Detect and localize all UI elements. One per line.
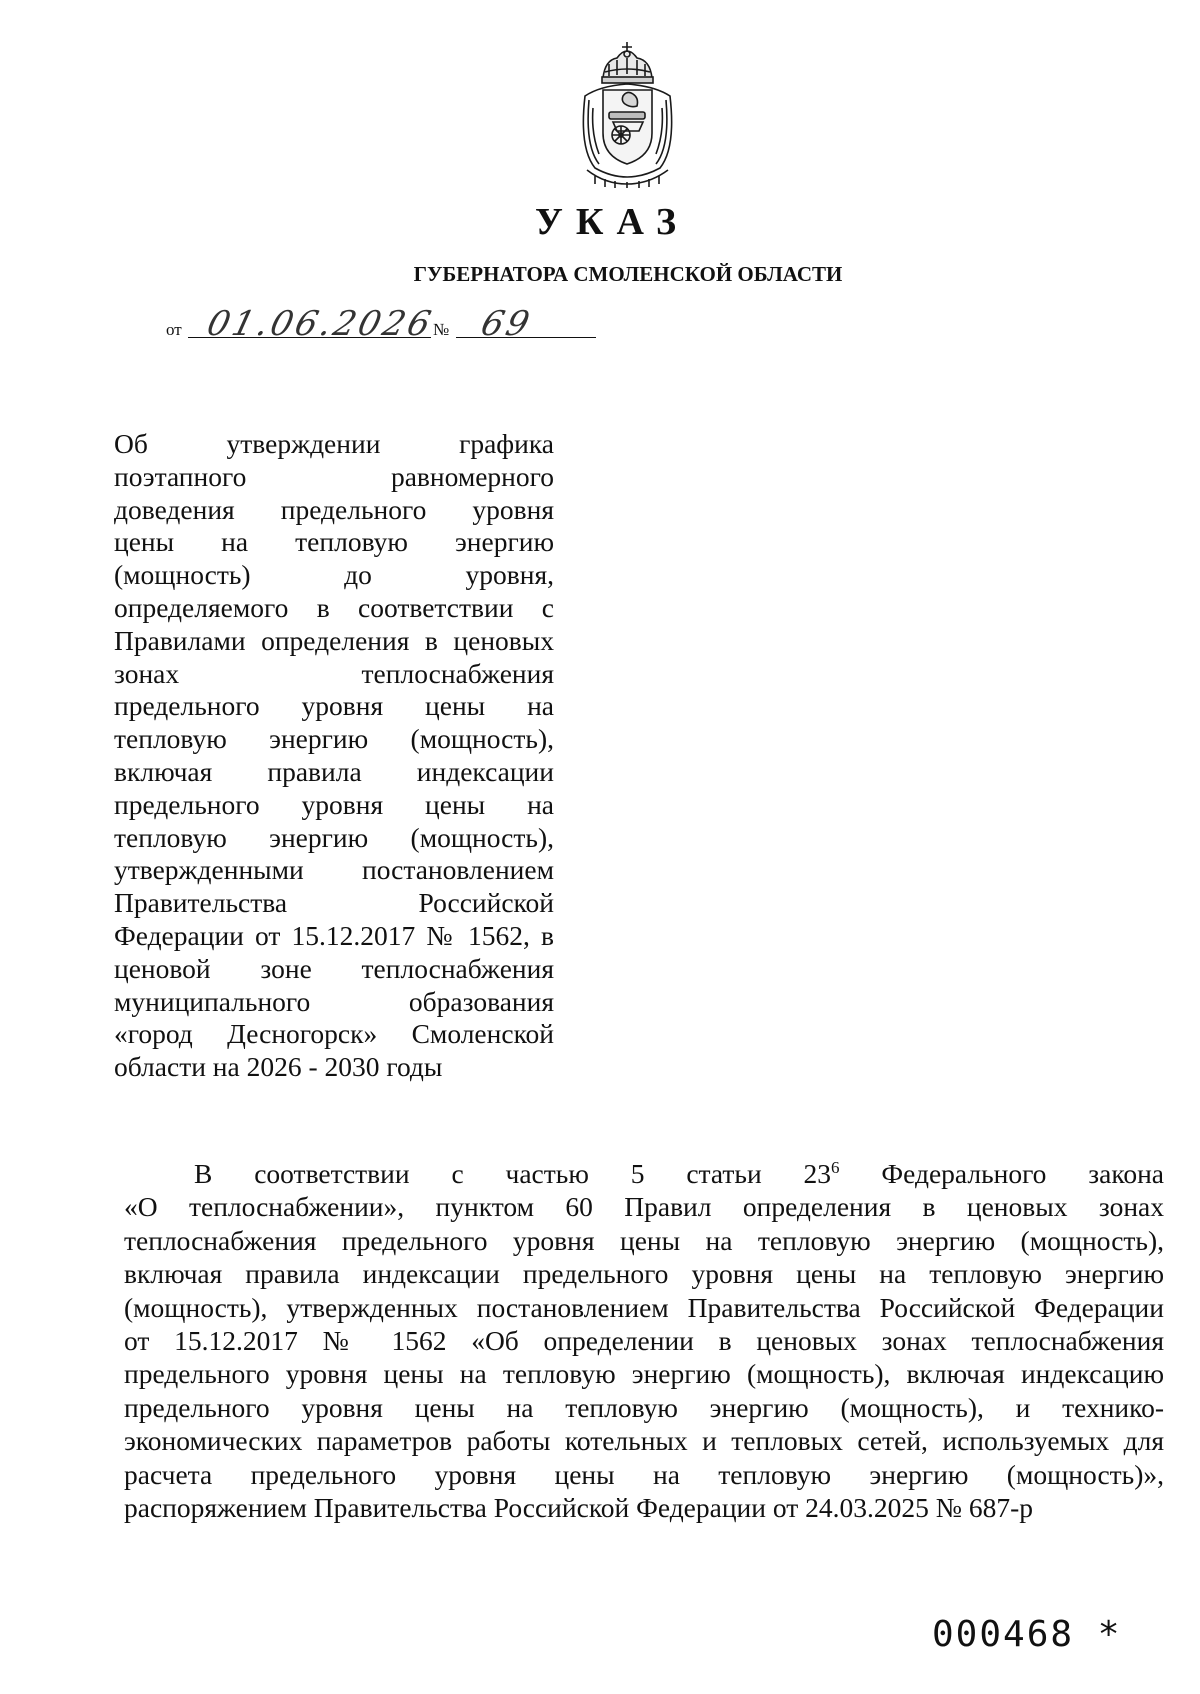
document-serial-number: 000468 * <box>932 1614 1122 1655</box>
decree-body <box>124 1157 1164 1524</box>
subject-line: тепловую энергию (мощность), <box>114 723 554 755</box>
subject-line: предельного уровня цены на <box>114 690 554 722</box>
subject-line: определяемого в соответствии с <box>114 591 554 623</box>
article-superscript: 6 <box>831 1157 840 1177</box>
subject-line: поэтапного равномерного <box>114 460 554 492</box>
body-first-line <box>124 1157 1164 1190</box>
subject-line: тепловую энергию (мощность), <box>114 821 554 853</box>
document-subtitle: ГУБЕРНАТОРА СМОЛЕНСКОЙ ОБЛАСТИ <box>413 262 843 286</box>
body-line: экономических параметров работы котельных и тепловых сетей, используемых для <box>124 1425 1164 1457</box>
date-label: от <box>166 320 182 339</box>
body-line: предельного уровня цены на тепловую энергию (мощность), и технико- <box>124 1391 1164 1423</box>
body-text-fragment: Федерального закона <box>839 1158 1164 1189</box>
body-line: от 15.12.2017 № 1562 «Об определении в ценовых зонах теплоснабжения <box>124 1325 1164 1357</box>
body-line: предельного уровня цены на тепловую энергию (мощность), включая индексацию <box>124 1358 1164 1390</box>
body-line: (мощность), утвержденных постановлением Правительства Российской Федерации <box>124 1291 1164 1323</box>
subject-line: утвержденными постановлением <box>114 854 554 886</box>
number-label: № <box>433 320 450 339</box>
body-text-fragment: В соответствии с частью 5 статьи 23 <box>194 1158 832 1189</box>
date-number-line <box>166 306 606 346</box>
subject-line: Правилами определения в ценовых <box>114 624 554 656</box>
decree-subject <box>114 428 554 1084</box>
subject-line: Федерации от 15.12.2017 № 1562, в <box>114 919 554 951</box>
subject-line: предельного уровня цены на <box>114 788 554 820</box>
subject-line: муниципального образования <box>114 985 554 1017</box>
body-line: распоряжением Правительства Российской Федерации от 24.03.2025 № 687-р <box>124 1492 1034 1524</box>
subject-line: области на 2026 - 2030 годы <box>114 1051 443 1083</box>
subject-line: зонах теплоснабжения <box>114 657 554 689</box>
subject-line: Об утверждении графика <box>114 428 554 459</box>
body-line: включая правила индексации предельного уровня цены на тепловую энергию <box>124 1258 1164 1290</box>
handwritten-number: 69 <box>477 304 537 344</box>
subject-line: Правительства Российской <box>114 887 554 919</box>
document-title: УКАЗ <box>535 201 689 243</box>
subject-line: (мощность) до уровня, <box>114 559 554 591</box>
subject-line: ценовой зоне теплоснабжения <box>114 952 554 984</box>
subject-line: доведения предельного уровня <box>114 493 554 525</box>
body-line: теплоснабжения предельного уровня цены на тепловую энергию (мощность), <box>124 1224 1164 1256</box>
subject-line: «город Десногорск» Смоленской <box>114 1018 554 1050</box>
coat-of-arms-icon <box>565 38 690 188</box>
subject-line: включая правила индексации <box>114 755 554 787</box>
subject-line: цены на тепловую энергию <box>114 526 554 558</box>
handwritten-date: 01.06.2026 <box>203 304 438 344</box>
body-line: «О теплоснабжении», пунктом 60 Правил определения в ценовых зонах <box>124 1191 1164 1223</box>
body-line: расчета предельного уровня цены на тепловую энергию (мощность)», <box>124 1458 1164 1490</box>
